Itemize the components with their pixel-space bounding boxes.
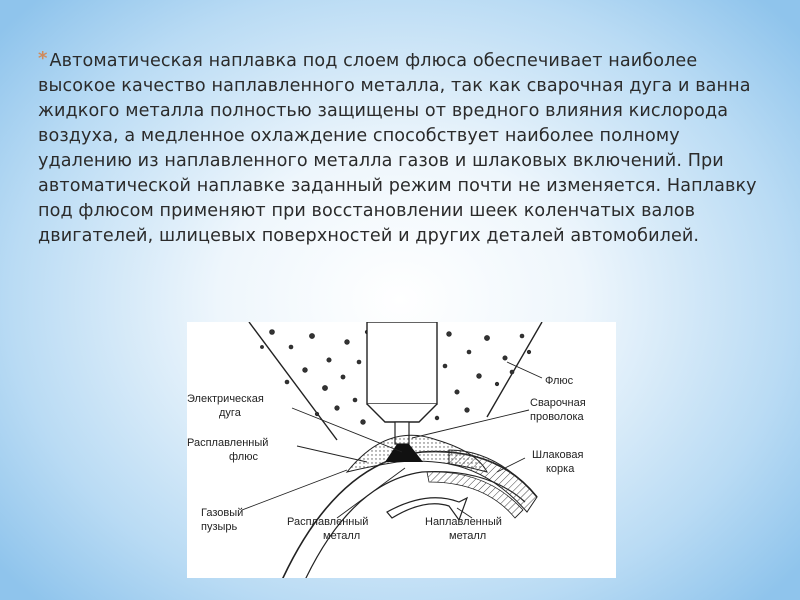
paragraph-text: Автоматическая наплавка под слоем флюса обеспечивает наиболее высокое качество наплавленного металла, так как сварочная дуга и ванна жидкого металла полностью защищены от вредного влияния кислорода воздуха, а медленное охлаждение способствует наиболее полному удалению из наплавленного металла газов и шлаковых включений. При автоматической наплавке заданный режим почти не изменяется. Наплавку под флюсом применяют при восстановлении шеек коленчатых валов двигателей, шлицевых поверхностей и других деталей автомобилей.: [38, 51, 757, 246]
label-flux: Флюс: [545, 375, 574, 387]
label-molten-metal-line1: Расплавленный: [287, 516, 369, 528]
label-molten-flux-line2: флюс: [229, 451, 258, 463]
label-deposited-line2: металл: [449, 530, 487, 542]
welding-wire-nozzle: [367, 322, 437, 404]
label-deposited-line1: Наплавленный: [425, 516, 502, 528]
label-gas-line1: Газовый: [201, 507, 244, 519]
welding-diagram: [187, 322, 616, 578]
label-arc-line2: дуга: [219, 407, 241, 419]
label-arc-line1: Электрическая: [187, 393, 264, 405]
label-gas-line2: пузырь: [201, 521, 238, 533]
label-molten-metal-line2: металл: [323, 530, 361, 542]
label-slag-line2: корка: [546, 463, 575, 475]
slide-paragraph: [38, 48, 778, 249]
label-wire-line2: проволока: [530, 411, 584, 423]
welding-diagram-svg: [187, 322, 616, 578]
flux-hopper-left: [249, 322, 337, 440]
nozzle-tip: [367, 404, 437, 422]
label-molten-flux-line1: Расплавленный: [187, 437, 269, 449]
bullet-mark: *: [38, 48, 48, 69]
label-wire-line1: Сварочная: [530, 397, 586, 409]
label-slag-line1: Шлаковая: [532, 449, 584, 461]
